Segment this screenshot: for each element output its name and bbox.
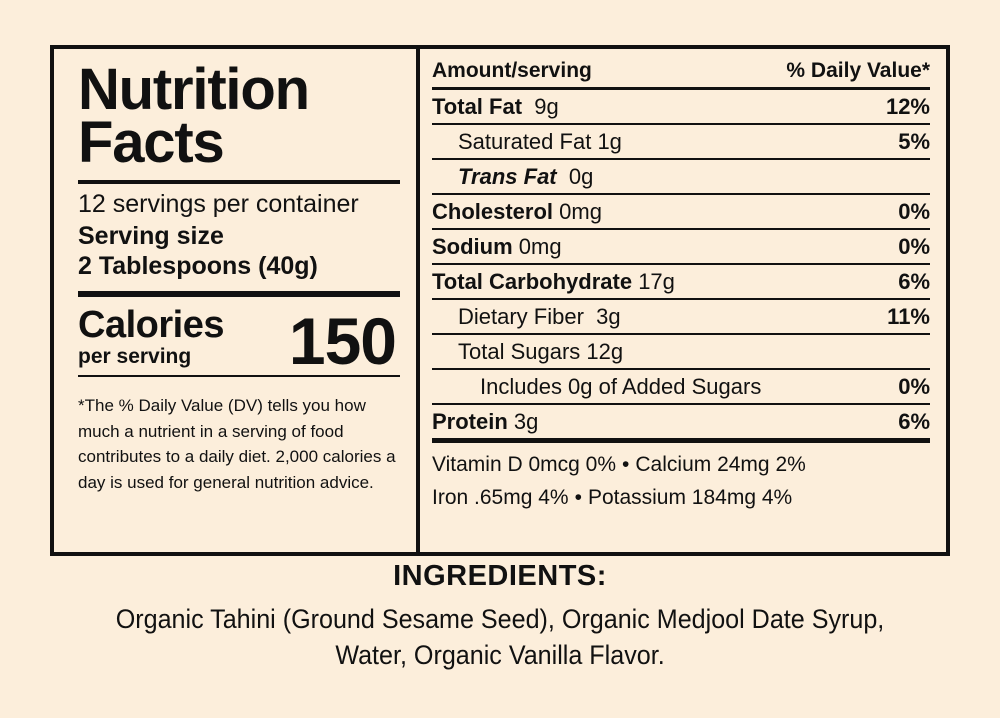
nutrient-table-header bbox=[432, 59, 930, 87]
nutrient-dv-saturated-fat: 5% bbox=[898, 129, 930, 154]
ingredients-section bbox=[50, 560, 950, 674]
header-percent-daily-value: % Daily Value* bbox=[786, 59, 930, 82]
nutrient-name-total-carbohydrate: Total Carbohydrate 17g bbox=[432, 269, 675, 294]
calories-value: 150 bbox=[288, 304, 396, 379]
nutrition-left-column bbox=[54, 49, 416, 552]
ingredients-line-2: Water, Organic Vanilla Flavor. bbox=[335, 640, 665, 671]
nutrient-dv-total-fat: 12% bbox=[885, 94, 930, 119]
micronutrient-line-1 bbox=[432, 449, 930, 482]
ingredients-heading: INGREDIENTS: bbox=[393, 560, 607, 592]
nutrient-dv-sodium: 0% bbox=[898, 234, 930, 259]
micronutrient-separator-1: • bbox=[622, 453, 630, 476]
calories-sublabel: per serving bbox=[78, 345, 192, 369]
table-row bbox=[432, 265, 930, 298]
nutrient-name-total-sugars: Total Sugars 12g bbox=[458, 339, 624, 364]
nutrient-dv-dietary-fiber: 11% bbox=[887, 304, 930, 329]
divider-above-calories bbox=[78, 291, 400, 297]
table-row bbox=[432, 335, 930, 368]
nutrient-name-sodium: Sodium 0mg bbox=[432, 234, 562, 259]
table-row bbox=[432, 230, 930, 263]
ingredients-line-1: Organic Tahini (Ground Sesame Seed), Organic Medjool Date Syrup, bbox=[115, 604, 885, 634]
nutrient-name-added-sugars: Includes 0g of Added Sugars bbox=[480, 374, 762, 399]
micronutrient-block bbox=[432, 443, 930, 514]
daily-value-footnote: *The % Daily Value (DV) tells you how much a nutrient in a serving of food contributes to a daily diet. 2,000 calories a day is used for general nutrition advice. bbox=[78, 396, 396, 492]
nutrient-name-saturated-fat: Saturated Fat 1g bbox=[458, 129, 622, 154]
calories-label: Calories bbox=[78, 304, 224, 347]
table-row bbox=[432, 160, 930, 193]
table-row bbox=[432, 125, 930, 158]
nutrition-facts-panel bbox=[50, 45, 950, 556]
nutrient-name-cholesterol: Cholesterol 0mg bbox=[432, 199, 602, 224]
table-row bbox=[432, 405, 930, 438]
nutrition-facts-title-line2: Facts bbox=[78, 110, 224, 176]
nutrient-name-dietary-fiber: Dietary Fiber 3g bbox=[458, 304, 621, 329]
micronutrient-iron: Iron .65mg 4% bbox=[432, 485, 569, 509]
nutrient-dv-cholesterol: 0% bbox=[898, 199, 930, 224]
nutrient-dv-added-sugars: 0% bbox=[898, 374, 930, 399]
header-amount-per-serving: Amount/serving bbox=[432, 59, 592, 82]
micronutrient-vitamin-d: Vitamin D 0mcg 0% bbox=[432, 453, 617, 476]
divider-under-title bbox=[78, 180, 400, 184]
nutrition-right-column bbox=[416, 49, 946, 552]
serving-size-label: Serving size bbox=[78, 222, 224, 251]
table-row bbox=[432, 370, 930, 403]
table-row bbox=[432, 300, 930, 333]
table-row bbox=[432, 90, 930, 123]
nutrient-name-total-fat: Total Fat 9g bbox=[432, 94, 559, 119]
nutrient-dv-protein: 6% bbox=[898, 409, 930, 434]
serving-size-value: 2 Tablespoons (40g) bbox=[78, 251, 318, 280]
divider-under-calories bbox=[78, 375, 400, 377]
calories-row bbox=[78, 304, 400, 379]
micronutrient-line-2 bbox=[432, 482, 930, 515]
nutrition-facts-title-line1: Nutrition bbox=[78, 57, 309, 122]
nutrient-name-trans-fat: Trans Fat 0g bbox=[458, 164, 594, 189]
nutrient-dv-total-carbohydrate: 6% bbox=[898, 269, 930, 294]
servings-per-container: 12 servings per container bbox=[78, 189, 359, 218]
nutrition-facts-title bbox=[78, 57, 400, 176]
nutrient-name-protein: Protein 3g bbox=[432, 409, 539, 434]
micronutrient-calcium: Calcium 24mg 2% bbox=[635, 453, 806, 476]
table-row bbox=[432, 195, 930, 228]
micronutrient-potassium: Potassium 184mg 4% bbox=[587, 485, 793, 509]
calories-label-group bbox=[78, 306, 224, 371]
micronutrient-separator-2: • bbox=[574, 485, 582, 509]
